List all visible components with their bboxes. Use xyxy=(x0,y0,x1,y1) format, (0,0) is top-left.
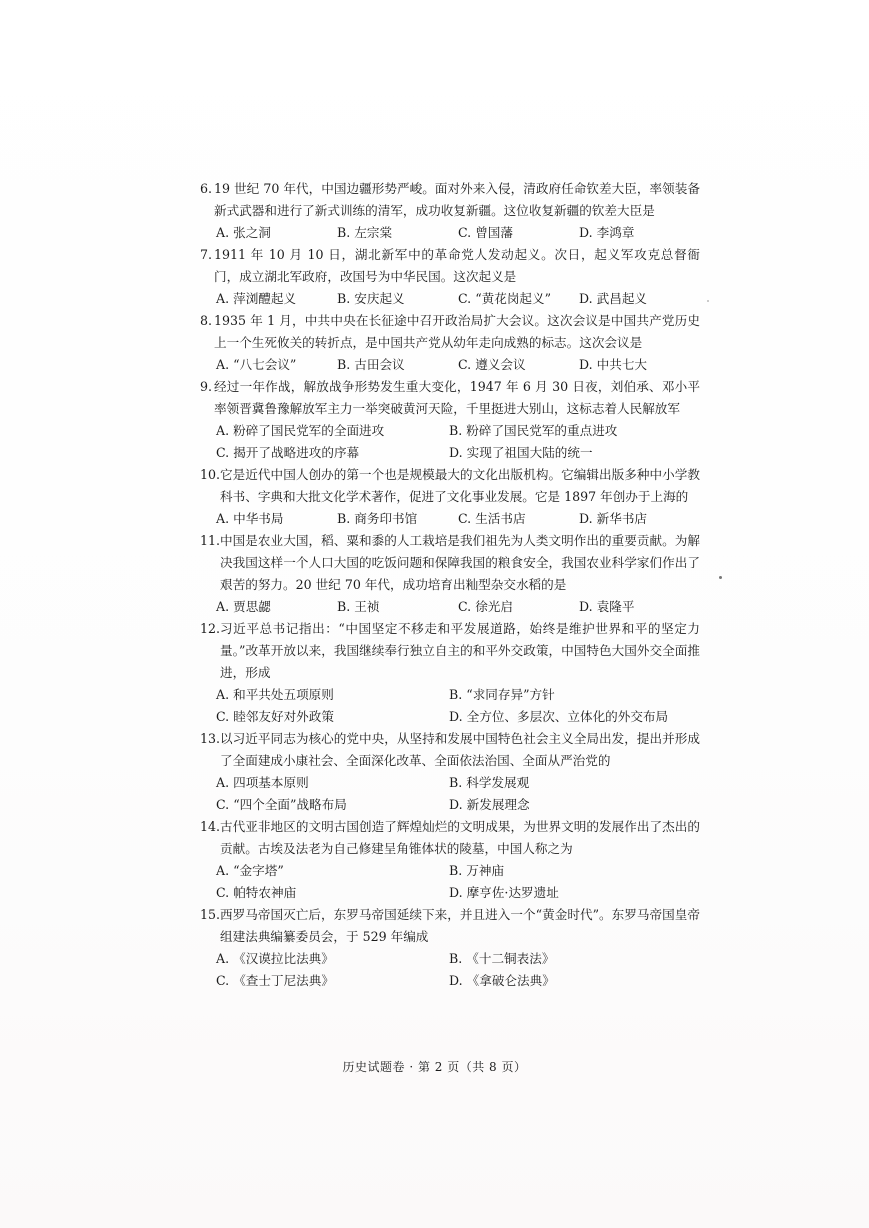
option-c: C. 曾国藩 xyxy=(458,225,513,240)
question-stem: 19 世纪 70 年代，中国边疆形势严峻。面对外来入侵，清政府任命钦差大臣，率领装备新式武器和进行了新式训练的清军，成功收复新疆。这位收复新疆的钦差大臣是 xyxy=(214,181,700,218)
question-number: 12. xyxy=(200,621,221,636)
option-d: D. 《拿破仑法典》 xyxy=(449,973,555,988)
option-b: B. 左宗棠 xyxy=(337,225,393,240)
option-a: A. 粉碎了国民党军的全面进攻 xyxy=(216,423,385,438)
page-footer: 历史试题卷 · 第 2 页（共 8 页） xyxy=(342,1060,527,1074)
question-stem: 古代亚非地区的文明古国创造了辉煌灿烂的文明成果，为世界文明的发展作出了杰出的贡献。古埃及法老为自己修建呈角锥体状的陵墓，中国人称之为 xyxy=(220,819,700,856)
question-12 xyxy=(200,618,700,728)
option-a: A. 贾思勰 xyxy=(216,599,271,614)
option-a: A. “八七会议” xyxy=(216,357,297,372)
question-stem: 习近平总书记指出：“中国坚定不移走和平发展道路，始终是维护世界和平的坚定力量。”改革开放以来，我国继续奉行独立自主的和平外交政策，中国特色大国外交全面推进，形成 xyxy=(220,621,700,680)
option-d: D. 武昌起义 xyxy=(579,291,648,306)
question-number: 7. xyxy=(200,247,213,262)
question-number: 8. xyxy=(200,313,213,328)
question-9 xyxy=(200,376,700,464)
question-15 xyxy=(200,904,700,992)
option-a: A. 中华书局 xyxy=(216,511,284,526)
option-a: A. 萍浏醴起义 xyxy=(216,291,297,306)
question-stem: 中国是农业大国，稻、粟和黍的人工栽培是我们祖先为人类文明作出的重要贡献。为解决我国这样一个人口大国的吃饭问题和保障我国的粮食安全，我国农业科学家们作出了艰苦的努力。20 世纪 70 年代，成功培育出籼型杂交水稻的是 xyxy=(220,533,700,592)
option-c: C. 遵义会议 xyxy=(458,357,526,372)
option-a: A. 四项基本原则 xyxy=(216,775,309,790)
option-d: D. 袁隆平 xyxy=(579,599,635,614)
option-c: C. 生活书店 xyxy=(458,511,526,526)
question-stem: 以习近平同志为核心的党中央，从坚持和发展中国特色社会主义全局出发，提出并形成了全面建成小康社会、全面深化改革、全面依法治国、全面从严治党的 xyxy=(220,731,700,768)
question-stem: 它是近代中国人创办的第一个也是规模最大的文化出版机构。它编辑出版多种中小学教科书、字典和大批文化学术著作，促进了文化事业发展。它是 1897 年创办于上海的 xyxy=(220,467,700,504)
question-7 xyxy=(200,244,700,310)
option-a: A. 《汉谟拉比法典》 xyxy=(216,951,334,966)
question-list xyxy=(200,178,700,992)
option-d: D. 摩亨佐·达罗遗址 xyxy=(449,885,559,900)
option-c: C. “四个全面”战略布局 xyxy=(216,797,347,812)
scan-speck xyxy=(719,576,722,579)
option-d: D. 新发展理念 xyxy=(449,797,530,812)
option-b: B. 《十二铜表法》 xyxy=(449,951,555,966)
option-c: C. 帕特农神庙 xyxy=(216,885,297,900)
option-b: B. 王祯 xyxy=(337,599,380,614)
option-c: C. “黄花岗起义” xyxy=(458,291,552,306)
option-b: B. “求同存异”方针 xyxy=(449,687,555,702)
question-stem: 西罗马帝国灭亡后，东罗马帝国延续下来，并且进入一个“黄金时代”。东罗马帝国皇帝组建法典编纂委员会，于 529 年编成 xyxy=(220,907,700,944)
question-8 xyxy=(200,310,700,376)
option-a: A. 张之洞 xyxy=(216,225,271,240)
option-c: C. 睦邻友好对外政策 xyxy=(216,709,334,724)
question-number: 9. xyxy=(200,379,213,394)
question-stem: 经过一年作战，解放战争形势发生重大变化，1947 年 6 月 30 日夜，刘伯承、邓小平率领晋冀鲁豫解放军主力一举突破黄河天险，千里挺进大别山，这标志着人民解放军 xyxy=(214,379,700,416)
question-number: 10. xyxy=(200,467,221,482)
option-b: B. 古田会议 xyxy=(337,357,405,372)
option-c: C. 《查士丁尼法典》 xyxy=(216,973,334,988)
question-stem: 1935 年 1 月，中共中央在长征途中召开政治局扩大会议。这次会议是中国共产党历史上一个生死攸关的转折点，是中国共产党从幼年走向成熟的标志。这次会议是 xyxy=(214,313,700,350)
question-number: 13. xyxy=(200,731,221,746)
option-c: C. 揭开了战略进攻的序幕 xyxy=(216,445,360,460)
option-d: D. 实现了祖国大陆的统一 xyxy=(449,445,593,460)
question-stem: 1911 年 10 月 10 日，湖北新军中的革命党人发动起义。次日，起义军攻克总督衙门，成立湖北军政府，改国号为中华民国。这次起义是 xyxy=(214,247,700,284)
option-d: D. 全方位、多层次、立体化的外交布局 xyxy=(449,709,669,724)
question-14 xyxy=(200,816,700,904)
question-number: 14. xyxy=(200,819,221,834)
option-b: B. 科学发展观 xyxy=(449,775,530,790)
option-a: A. 和平共处五项原则 xyxy=(216,687,334,702)
question-number: 6. xyxy=(200,181,213,196)
question-number: 11. xyxy=(200,533,221,548)
question-number: 15. xyxy=(200,907,221,922)
option-b: B. 万神庙 xyxy=(449,863,505,878)
option-b: B. 粉碎了国民党军的重点进攻 xyxy=(449,423,618,438)
option-c: C. 徐光启 xyxy=(458,599,513,614)
scan-speck xyxy=(707,300,709,302)
option-d: D. 李鸿章 xyxy=(579,225,635,240)
option-d: D. 中共七大 xyxy=(579,357,648,372)
question-6 xyxy=(200,178,700,244)
option-b: B. 安庆起义 xyxy=(337,291,405,306)
option-a: A. “金字塔” xyxy=(216,863,284,878)
option-d: D. 新华书店 xyxy=(579,511,648,526)
question-11 xyxy=(200,530,700,618)
option-b: B. 商务印书馆 xyxy=(337,511,418,526)
question-13 xyxy=(200,728,700,816)
question-10 xyxy=(200,464,700,530)
